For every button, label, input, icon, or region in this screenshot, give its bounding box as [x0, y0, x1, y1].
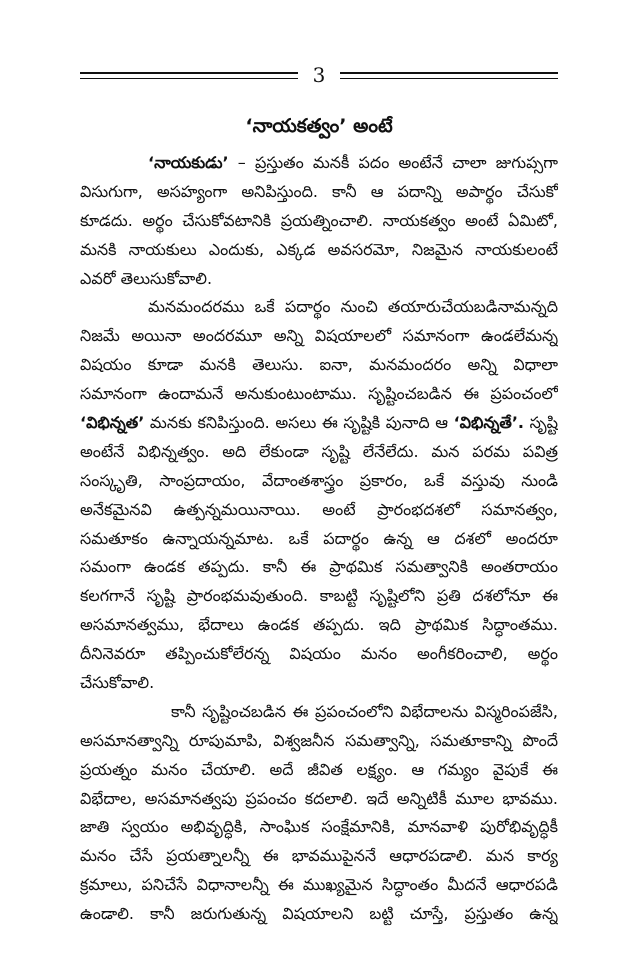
text-line: అసమానత్వాన్ని రూపుమాపి, విశ్వజనీన సమత్వాన్ని, సమతూకాన్ని పొందే [80, 730, 558, 750]
paragraph [80, 698, 558, 929]
text-segment: మనకు కనిపిస్తుంది. అసలు ఈ సృష్టికి పునాది ఆ [144, 413, 454, 433]
chapter-title: ‘నాయకత్వం’ అంటే [245, 115, 393, 137]
text-line: మనకి నాయకులు ఎందుకు, ఎక్కడ అవసరమో, నిజమైన నాయకులంటే [80, 239, 558, 259]
text-line: అసమానత్వము, భేదాలు ఉండక తప్పదు. ఇది ప్రాథమిక సిద్ధాంతము. [80, 615, 558, 635]
text-line: సమానంగా ఉందామనే అనుకుంటుంటాము. సృష్టించబడిన ఈ ప్రపంచంలో [80, 384, 558, 404]
page-number: 3 [312, 63, 326, 87]
paragraph [80, 293, 558, 697]
text-line: నిజమే అయినా అందరమూ అన్ని విషయాలలో సమానంగా ఉండలేమన్న [80, 326, 558, 346]
text-line: అంటేనే విభిన్నత్వం. అది లేకుండా సృష్టి లేనేలేదు. మన పరమ పవిత్ర [80, 441, 558, 461]
header-rule-left [80, 72, 298, 79]
text-line: ప్రయత్నం మనం చేయాలి. అదే జీవిత లక్ష్యం. ఆ గమ్యం వైపుకే ఈ [80, 759, 558, 779]
text-line: మనం చేసే ప్రయత్నాలన్నీ ఈ భావముపైననే ఆధారపడాలి. మన కార్య [80, 846, 558, 866]
paragraph [80, 149, 558, 293]
body-text [80, 149, 558, 929]
text-line: మనమందరము ఒకే పదార్థం నుంచి తయారుచేయబడినామన్నది [148, 297, 558, 317]
text-line: జాతి స్వయం అభివృద్ధికి, సాంఘిక సంక్షేమానికి, మానవాళి పురోభివృద్ధికీ [80, 817, 558, 837]
page-header [80, 62, 558, 88]
emphasized-text: ‘విభిన్నతే’. [453, 413, 524, 433]
text-line: విషయం కూడా మనకి తెలుసు. ఐనా, మనమందరం అన్ని విధాలా [80, 355, 558, 375]
text-line: అనేకమైనవి ఉత్పన్నమయినాయి. అంటే ప్రారంభదశలో సమానత్వం, [80, 499, 558, 519]
text-line: కూడదు. అర్థం చేసుకోవటానికి ప్రయత్నించాలి. నాయకత్వం అంటే ఏమిటో, [80, 210, 558, 230]
text-line: సమంగా ఉండక తప్పదు. కానీ ఈ ప్రాథమిక సమత్వానికి అంతరాయం [80, 557, 558, 577]
header-rule-right [340, 72, 558, 79]
text-segment: – ప్రస్తుతం మనకీ పదం అంటేనే చాలా జుగుప్సగా [228, 153, 558, 172]
text-line: కానీ సృష్టించబడిన ఈ ప్రపంచంలోని విభేదాలను విస్మరింపజేసి, [171, 701, 558, 721]
text-line: విసుగుగా, అసహ్యంగా అనిపిస్తుంది. కానీ ఆ పదాన్ని అపార్థం చేసుకో [80, 181, 558, 201]
emphasized-text: ‘నాయకుడు’ [148, 153, 229, 172]
text-line: ఉండాలి. కానీ జరుగుతున్న విషయాలని బట్టి చూస్తే, ప్రస్తుతం ఉన్న [80, 904, 558, 924]
text-segment: సృష్టి [523, 413, 558, 433]
emphasized-text: ‘విభిన్నత’ [80, 413, 145, 433]
text-line: క్రమాలు, పనిచేసే విధానాలన్నీ ఈ ముఖ్యమైన సిద్ధాంతం మీదనే ఆధారపడి [80, 875, 558, 895]
text-line [80, 149, 558, 178]
text-line: సంస్కృతి, సాంప్రదాయం, వేదాంతశాస్త్రం ప్రకారం, ఒకే వస్తువు నుండి [80, 470, 558, 490]
text-line: విభేదాల, అసమానత్వపు ప్రపంచం కదలాలి. ఇదే అన్నిటికీ మూల భావము. [80, 788, 558, 808]
text-line: ఎవరో తెలుసుకోవాలి. [80, 268, 213, 288]
text-line: సమతూకం ఉన్నాయన్నమాట. ఒకే పదార్థం ఉన్న ఆ దశలో అందరూ [80, 528, 558, 548]
text-line [80, 409, 558, 438]
text-line: కలగగానే సృష్టి ప్రారంభమవుతుంది. కాబట్టి సృష్టిలోని ప్రతి దశలోనూ ఈ [80, 586, 558, 606]
text-line: దీనినెవరూ తప్పించుకోలేరన్న విషయం మనం అంగీకరించాలి, అర్థం [80, 644, 558, 664]
text-line: చేసుకోవాలి. [80, 673, 155, 693]
